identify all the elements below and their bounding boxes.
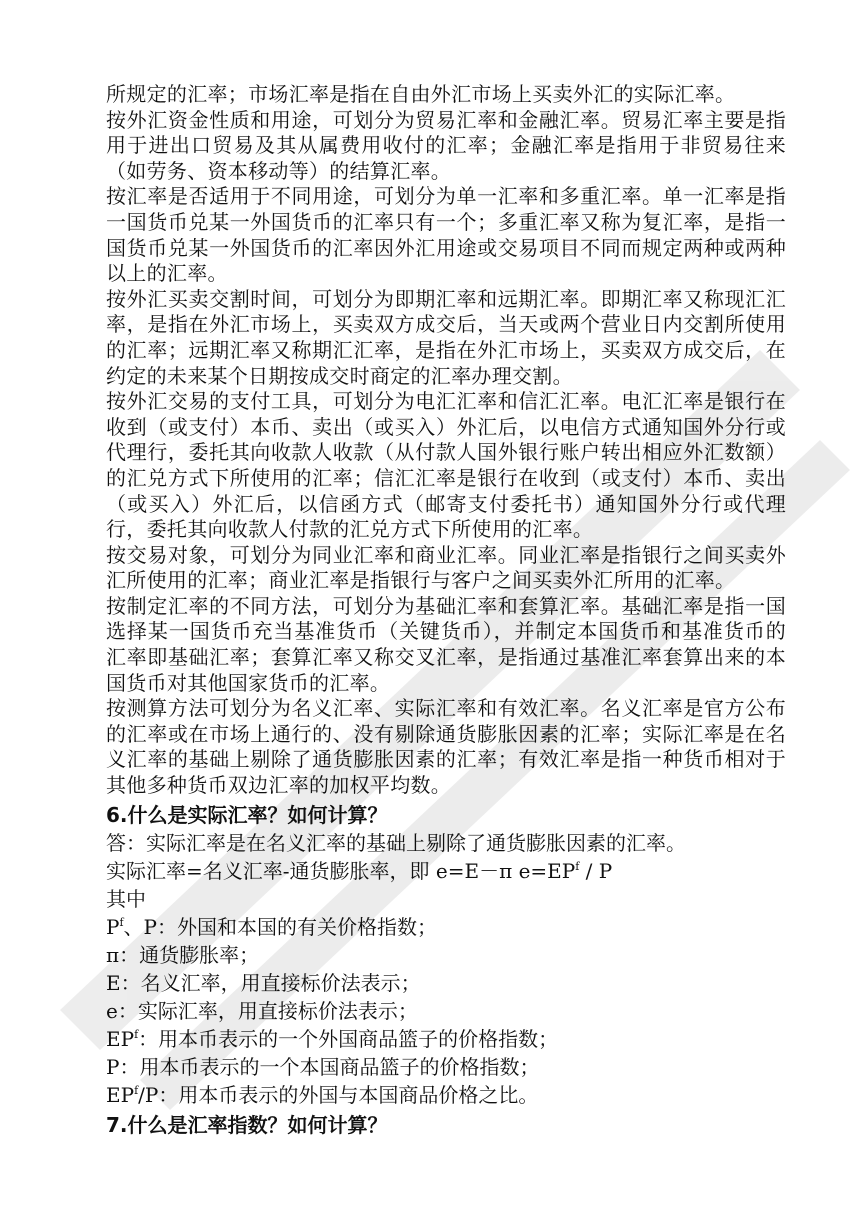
- definition-item: [106, 1081, 786, 1109]
- definition-text: ：用本币表示的一个外国商品篮子的价格指数；: [138, 1026, 559, 1051]
- definition-item: [106, 1053, 786, 1081]
- definition-superscript: f: [134, 1083, 139, 1097]
- definition-item: [106, 997, 786, 1025]
- definition-item: [106, 969, 786, 997]
- definition-term: EP: [106, 1082, 135, 1107]
- definition-superscript: f: [119, 915, 124, 929]
- definition-item: [106, 941, 786, 969]
- paragraph-single-multiple-rate: 按汇率是否适用于不同用途，可划分为单一汇率和多重汇率。单一汇率是指一国货币兑某一外国货币的汇率只有一个；多重汇率又称为复汇率，是指一国货币兑某一外国货币的汇率因外汇用途或交易项目不同而规定两种或两种以上的汇率。: [106, 184, 786, 286]
- formula-superscript: f: [575, 859, 580, 873]
- question-7-heading: 7.什么是汇率指数？如何计算？: [106, 1112, 388, 1137]
- definition-list: [106, 913, 786, 1109]
- definition-text: /P：用本币表示的外国与本国商品价格之比。: [138, 1082, 539, 1107]
- paragraph-basic-cross-rate: 按制定汇率的不同方法，可划分为基础汇率和套算汇率。基础汇率是指一国选择某一国货币充当基准货币（关键货币），并制定本国货币和基准货币的汇率即基础汇率；套算汇率又称交叉汇率，是指通过基准汇率套算出来的本国货币对其他国家货币的汇率。: [106, 593, 786, 695]
- definition-term: P: [106, 914, 120, 939]
- paragraph-interbank-commercial-rate: 按交易对象，可划分为同业汇率和商业汇率。同业汇率是指银行之间买卖外汇所使用的汇率；商业汇率是指银行与客户之间买卖外汇所用的汇率。: [106, 542, 786, 593]
- formula-suffix: / P: [579, 858, 613, 883]
- question-6-answer: 答：实际汇率是在名义汇率的基础上剔除了通货膨胀因素的汇率。: [106, 830, 686, 855]
- paragraph-nominal-real-effective-rate: 按测算方法可划分为名义汇率、实际汇率和有效汇率。名义汇率是官方公布的汇率或在市场上通行的、没有剔除通货膨胀因素的汇率；实际汇率是在名义汇率的基础上剔除了通货膨胀因素的汇率；有效汇率是指一种货币相对于其他多种货币双边汇率的加权平均数。: [106, 696, 786, 798]
- paragraph-market-rate: 所规定的汇率；市场汇率是指在自由外汇市场上买卖外汇的实际汇率。: [106, 82, 736, 106]
- definition-superscript: f: [134, 1027, 139, 1041]
- paragraph-spot-forward-rate: 按外汇买卖交割时间，可划分为即期汇率和远期汇率。即期汇率又称现汇汇率，是指在外汇市场上，买卖双方成交后，当天或两个营业日内交割所使用的汇率；远期汇率又称期汇汇率，是指在外汇市场上，买卖双方成交后，在约定的未来某个日期按成交时商定的汇率办理交割。: [106, 286, 786, 388]
- definition-term: P：用本币表示的一个本国商品篮子的价格指数；: [106, 1054, 540, 1079]
- real-rate-formula: [106, 857, 786, 885]
- document-page: [106, 82, 786, 1139]
- definition-item: [106, 1025, 786, 1053]
- definition-term: EP: [106, 1026, 135, 1051]
- where-label: 其中: [106, 886, 146, 911]
- definition-item: [106, 913, 786, 941]
- definition-text: 、P：外国和本国的有关价格指数；: [123, 914, 438, 939]
- body-paragraphs: [106, 82, 786, 799]
- paragraph-telegraphic-mail-rate: 按外汇交易的支付工具，可划分为电汇汇率和信汇汇率。电汇汇率是银行在收到（或支付）本币、卖出（或买入）外汇后，以电信方式通知国外分行或代理行，委托其向收款人收款（从付款人国外银行账户转出相应外汇数额）的汇兑方式下所使用的汇率；信汇汇率是银行在收到（或支付）本币、卖出（或买入）外汇后，以信函方式（邮寄支付委托书）通知国外分行或代理行，委托其向收款人付款的汇兑方式下所使用的汇率。: [106, 389, 786, 542]
- definition-term: e：实际汇率，用直接标价法表示；: [106, 998, 418, 1023]
- definition-term: E：名义汇率，用直接标价法表示；: [106, 970, 421, 995]
- formula-prefix: 实际汇率=名义汇率-通货膨胀率，即 e=E－π e=EP: [106, 858, 576, 883]
- definition-term: π：通货膨胀率；: [106, 942, 260, 967]
- paragraph-trade-financial-rate: 按外汇资金性质和用途，可划分为贸易汇率和金融汇率。贸易汇率主要是指用于进出口贸易及其从属费用收付的汇率；金融汇率是指用于非贸易往来（如劳务、资本移动等）的结算汇率。: [106, 107, 786, 183]
- question-6-heading: 6.什么是实际汇率？如何计算？: [106, 802, 388, 827]
